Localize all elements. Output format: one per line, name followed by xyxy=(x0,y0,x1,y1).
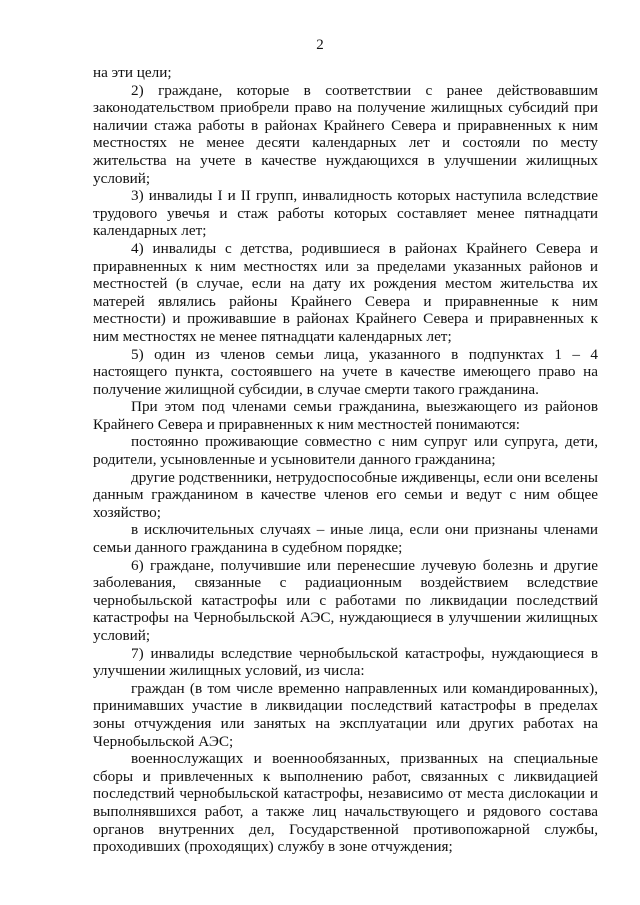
paragraph-item-4: 4) инвалиды с детства, родившиеся в районах Крайнего Севера и приравненных к ним местностях или за пределами указанных районов и местностей (в случае, если на дату их рождения местом жительства их матерей являлись районы Крайнего Севера и приравненные к ним местности) и проживавшие в районах Крайнего Севера и приравненных к ним местностях не менее пятнадцати календарных лет; xyxy=(93,239,598,345)
paragraph-item-7: 7) инвалиды вследствие чернобыльской катастрофы, нуждающиеся в улучшении жилищных условий, из числа: xyxy=(93,644,598,680)
paragraph-family-exceptional: в исключительных случаях – иные лица, если они признаны членами семьи данного гражданина в судебном порядке; xyxy=(93,521,598,557)
paragraph-continuation: на эти цели; xyxy=(93,64,172,81)
document-body xyxy=(93,64,598,856)
paragraph-item-7-military: военнослужащих и военнообязанных, призванных на специальные сборы и привлеченных к выполнению работ, связанных с ликвидацией последствий чернобыльской катастрофы, независимо от места дислокации и выполнявшихся работ, а также лиц начальствующего и рядового состава органов внутренних дел, Государственной противопожарной службы, проходивших (проходящих) службу в зоне отчуждения; xyxy=(93,750,598,856)
paragraph-item-5: 5) один из членов семьи лица, указанного в подпунктах 1 – 4 настоящего пункта, состоявшего на учете в качестве имеющего право на получение жилищной субсидии, в случае смерти такого гражданина. xyxy=(93,345,598,398)
paragraph-family-definition: При этом под членами семьи гражданина, выезжающего из районов Крайнего Севера и приравненных к ним местностей понимаются: xyxy=(93,398,598,433)
paragraph-item-2: 2) граждане, которые в соответствии с ранее действовавшим законодательством приобрели право на получение жилищных субсидий при наличии стажа работы в районах Крайнего Севера и приравненных к ним местностях не менее десяти календарных лет и состояли по месту жительства на учете в качестве нуждающихся в улучшении жилищных условий; xyxy=(93,81,598,187)
page-number: 2 xyxy=(316,37,324,53)
paragraph-item-7-citizens: граждан (в том числе временно направленных или командированных), принимавших участие в ликвидации последствий катастрофы в пределах зоны отчуждения или занятых на эксплуатации или других работах на Чернобыльской АЭС; xyxy=(93,679,598,750)
paragraph-family-spouse: постоянно проживающие совместно с ним супруг или супруга, дети, родители, усыновленные и усыновители данного гражданина; xyxy=(93,433,598,469)
paragraph-item-6: 6) граждане, получившие или перенесшие лучевую болезнь и другие заболевания, связанные с радиационным воздействием вследствие чернобыльской катастрофы или с работами по ликвидации последствий катастрофы на Чернобыльской АЭС, нуждающиеся в улучшении жилищных условий; xyxy=(93,556,598,644)
paragraph-family-relatives: другие родственники, нетрудоспособные иждивенцы, если они вселены данным гражданином в качестве членов его семьи и ведут с ним общее хозяйство; xyxy=(93,468,598,521)
paragraph-item-3: 3) инвалиды I и II групп, инвалидность которых наступила вследствие трудового увечья и стаж работы которых составляет менее пятнадцати календарных лет; xyxy=(93,187,598,240)
